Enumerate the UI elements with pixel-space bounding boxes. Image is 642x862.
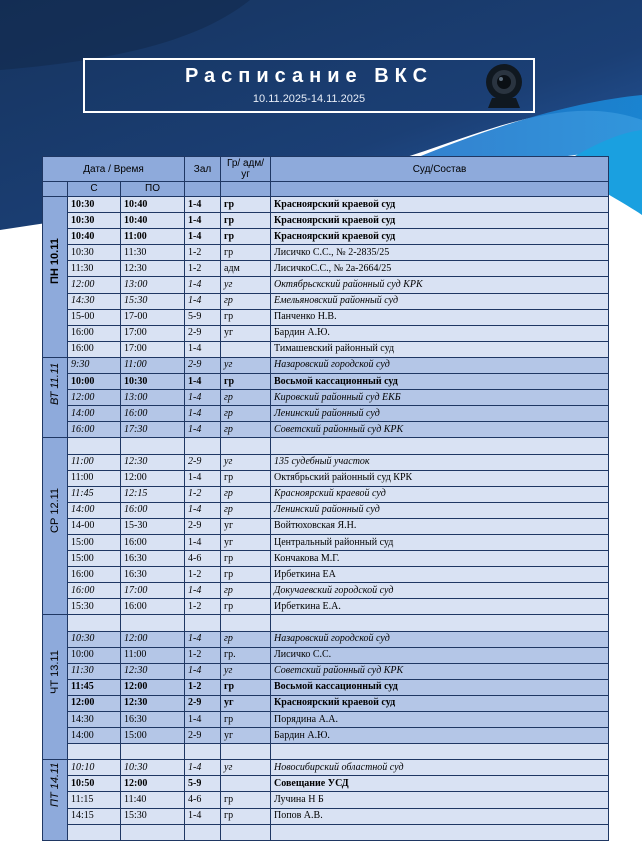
court-name (271, 824, 609, 840)
hall: 2-9 (185, 695, 221, 711)
time-from: 14:00 (68, 728, 121, 744)
court-name: Центральный районный суд (271, 534, 609, 550)
hall: 4-6 (185, 551, 221, 567)
time-from: 15:00 (68, 534, 121, 550)
time-to: 16:30 (121, 712, 185, 728)
time-to (121, 744, 185, 760)
time-from: 10:00 (68, 374, 121, 390)
day-label-text: ПН 10.11 (49, 238, 61, 284)
time-from: 15-00 (68, 309, 121, 325)
case-type: гр (221, 229, 271, 245)
subheader-blank (185, 182, 221, 197)
court-name (271, 438, 609, 454)
time-to: 10:40 (121, 197, 185, 213)
table-row (43, 631, 609, 647)
court-name: Красноярский краевой суд (271, 486, 609, 502)
time-to: 17:00 (121, 583, 185, 599)
table-row (43, 486, 609, 502)
hall: 1-4 (185, 229, 221, 245)
case-type: уг (221, 695, 271, 711)
time-to: 12:30 (121, 695, 185, 711)
table-row (43, 325, 609, 341)
hall: 5-9 (185, 309, 221, 325)
table-row (43, 406, 609, 422)
subheader-blank (221, 182, 271, 197)
table-row (43, 534, 609, 550)
time-to: 17:00 (121, 325, 185, 341)
time-from: 10:10 (68, 760, 121, 776)
table-row (43, 695, 609, 711)
time-from: 14-00 (68, 518, 121, 534)
table-row (43, 213, 609, 229)
hall (185, 744, 221, 760)
court-name: Красноярский краевой суд (271, 229, 609, 245)
time-from: 9:30 (68, 357, 121, 373)
court-name: Новосибирский областной суд (271, 760, 609, 776)
court-name: 135 судебный участок (271, 454, 609, 470)
col-to-header: ПО (121, 182, 185, 197)
time-to: 11:00 (121, 357, 185, 373)
time-from: 14:30 (68, 293, 121, 309)
case-type: уг (221, 760, 271, 776)
table-row (43, 663, 609, 679)
court-name: Красноярский краевой суд (271, 197, 609, 213)
case-type: адм (221, 261, 271, 277)
col-from-header: С (68, 182, 121, 197)
day-label (43, 615, 68, 760)
time-to: 17:00 (121, 341, 185, 357)
hall: 1-4 (185, 341, 221, 357)
hall: 1-4 (185, 583, 221, 599)
court-name: Ирбеткина ЕА (271, 567, 609, 583)
table-row (43, 454, 609, 470)
hall: 1-4 (185, 470, 221, 486)
case-type: гр (221, 679, 271, 695)
day-label-text: ЧТ 13.11 (49, 650, 61, 695)
time-from: 10:30 (68, 213, 121, 229)
time-from: 10:30 (68, 197, 121, 213)
table-row (43, 470, 609, 486)
hall: 1-4 (185, 197, 221, 213)
hall: 4-6 (185, 792, 221, 808)
table-row (43, 245, 609, 261)
time-from: 11:45 (68, 486, 121, 502)
hall: 1-4 (185, 374, 221, 390)
hall (185, 438, 221, 454)
time-from: 16:00 (68, 325, 121, 341)
title-box (83, 58, 535, 113)
case-type: уг (221, 325, 271, 341)
time-to: 12:00 (121, 470, 185, 486)
day-label-text: ПТ 14.11 (49, 762, 61, 808)
court-name: Назаровский городской суд (271, 357, 609, 373)
hall: 1-4 (185, 502, 221, 518)
hall: 1-4 (185, 534, 221, 550)
time-from: 12:00 (68, 277, 121, 293)
time-from: 11:30 (68, 261, 121, 277)
court-name: Бардин А.Ю. (271, 325, 609, 341)
time-to: 11:00 (121, 229, 185, 245)
hall: 2-9 (185, 728, 221, 744)
time-to: 11:30 (121, 245, 185, 261)
time-to: 13:00 (121, 277, 185, 293)
time-to: 12:30 (121, 663, 185, 679)
time-from: 14:00 (68, 406, 121, 422)
time-to: 12:30 (121, 454, 185, 470)
time-from: 16:00 (68, 583, 121, 599)
court-name: Панченко Н.В. (271, 309, 609, 325)
court-name: Лучина Н Б (271, 792, 609, 808)
col-group-header: Гр/ адм/уг (221, 157, 271, 182)
court-name: Назаровский городской суд (271, 631, 609, 647)
court-name: Докучаевский городской суд (271, 583, 609, 599)
table-row (43, 679, 609, 695)
time-to: 12:00 (121, 631, 185, 647)
court-name: Попов А.В. (271, 808, 609, 824)
time-to: 16:30 (121, 567, 185, 583)
court-name: ЛисичкоС.С., № 2а-2664/25 (271, 261, 609, 277)
hall: 1-4 (185, 663, 221, 679)
case-type (221, 341, 271, 357)
case-type: гр (221, 422, 271, 438)
case-type: гр (221, 470, 271, 486)
court-name (271, 744, 609, 760)
table-row (43, 438, 609, 454)
court-name: Ленинский районный суд (271, 406, 609, 422)
case-type: гр (221, 808, 271, 824)
case-type (221, 744, 271, 760)
time-to: 11:40 (121, 792, 185, 808)
case-type: гр (221, 390, 271, 406)
table-row (43, 197, 609, 213)
court-name: Кончакова М.Г. (271, 551, 609, 567)
table-subheader-row (43, 182, 609, 197)
subheader-blank (43, 182, 68, 197)
col-court-header: Суд/Состав (271, 157, 609, 182)
col-datetime-header: Дата / Время (43, 157, 185, 182)
time-to: 15:00 (121, 728, 185, 744)
court-name: Кировский районный суд ЕКБ (271, 390, 609, 406)
court-name: Советский районный суд КРК (271, 422, 609, 438)
time-to: 15:30 (121, 808, 185, 824)
time-from: 10:00 (68, 647, 121, 663)
hall: 1-4 (185, 390, 221, 406)
hall: 1-2 (185, 261, 221, 277)
case-type (221, 438, 271, 454)
time-to (121, 615, 185, 631)
case-type: гр (221, 293, 271, 309)
hall: 1-2 (185, 647, 221, 663)
case-type: гр (221, 309, 271, 325)
table-row (43, 309, 609, 325)
court-name: Ирбеткина Е.А. (271, 599, 609, 615)
time-from (68, 744, 121, 760)
schedule-body (43, 197, 609, 841)
case-type (221, 824, 271, 840)
hall (185, 615, 221, 631)
subheader-blank (271, 182, 609, 197)
table-row (43, 229, 609, 245)
time-from: 14:15 (68, 808, 121, 824)
table-row (43, 583, 609, 599)
court-name: Совещание УСД (271, 776, 609, 792)
hall: 1-4 (185, 631, 221, 647)
hall: 1-2 (185, 679, 221, 695)
day-label (43, 438, 68, 615)
time-to: 10:40 (121, 213, 185, 229)
table-row (43, 647, 609, 663)
time-to: 17:30 (121, 422, 185, 438)
time-from (68, 615, 121, 631)
time-to: 10:30 (121, 760, 185, 776)
table-row (43, 599, 609, 615)
hall: 1-2 (185, 245, 221, 261)
case-type: гр (221, 245, 271, 261)
hall (185, 824, 221, 840)
court-name (271, 615, 609, 631)
time-to: 11:00 (121, 647, 185, 663)
court-name: Советский районный суд КРК (271, 663, 609, 679)
court-name: Бардин А.Ю. (271, 728, 609, 744)
time-from: 14:00 (68, 502, 121, 518)
table-row (43, 277, 609, 293)
time-from: 10:40 (68, 229, 121, 245)
hall: 1-2 (185, 567, 221, 583)
date-range: 10.11.2025-14.11.2025 (252, 93, 366, 105)
case-type: гр (221, 599, 271, 615)
case-type: гр (221, 374, 271, 390)
table-row (43, 792, 609, 808)
case-type: гр (221, 583, 271, 599)
time-to: 13:00 (121, 390, 185, 406)
table-header-row (43, 157, 609, 182)
case-type: гр (221, 551, 271, 567)
time-from: 11:30 (68, 663, 121, 679)
table-row (43, 261, 609, 277)
court-name: Октябрьскский районный суд КРК (271, 277, 609, 293)
court-name: Красноярский краевой суд (271, 695, 609, 711)
time-to: 15:30 (121, 293, 185, 309)
table-row (43, 422, 609, 438)
court-name: Порядина А.А. (271, 712, 609, 728)
table-row (43, 615, 609, 631)
time-to: 12:00 (121, 679, 185, 695)
case-type: гр (221, 712, 271, 728)
time-from: 10:50 (68, 776, 121, 792)
hall: 2-9 (185, 454, 221, 470)
hall: 1-4 (185, 213, 221, 229)
court-name: Восьмой кассационный суд (271, 679, 609, 695)
court-name: Ленинский районный суд (271, 502, 609, 518)
case-type: уг (221, 454, 271, 470)
time-from: 14:30 (68, 712, 121, 728)
case-type: гр (221, 197, 271, 213)
table-row (43, 518, 609, 534)
time-to: 15-30 (121, 518, 185, 534)
hall: 1-4 (185, 277, 221, 293)
court-name: Лисичко С.С. (271, 647, 609, 663)
court-name: Тимашевский районный суд (271, 341, 609, 357)
day-label-text: ВТ 11.11 (49, 362, 61, 405)
case-type: гр (221, 631, 271, 647)
time-to (121, 438, 185, 454)
time-from: 12:00 (68, 695, 121, 711)
day-label (43, 197, 68, 358)
time-from (68, 824, 121, 840)
day-label (43, 357, 68, 437)
case-type: гр. (221, 647, 271, 663)
court-name: Емельяновский районный суд (271, 293, 609, 309)
time-from: 11:45 (68, 679, 121, 695)
schedule-table (42, 156, 609, 841)
table-row (43, 293, 609, 309)
hall: 1-4 (185, 422, 221, 438)
time-to: 17-00 (121, 309, 185, 325)
webcam-icon (478, 60, 530, 112)
court-name: Войтюховская Я.Н. (271, 518, 609, 534)
table-row (43, 760, 609, 776)
hall: 2-9 (185, 518, 221, 534)
case-type: гр (221, 502, 271, 518)
time-from: 11:00 (68, 470, 121, 486)
time-from: 10:30 (68, 631, 121, 647)
case-type: гр (221, 486, 271, 502)
court-name: Красноярский краевой суд (271, 213, 609, 229)
day-label-text: СР 12.11 (49, 488, 61, 534)
case-type: уг (221, 728, 271, 744)
day-label (43, 760, 68, 840)
hall: 1-4 (185, 406, 221, 422)
time-from: 10:30 (68, 245, 121, 261)
court-name: Восьмой кассационный суд (271, 374, 609, 390)
case-type: гр (221, 792, 271, 808)
case-type: гр (221, 406, 271, 422)
table-row (43, 341, 609, 357)
hall: 2-9 (185, 325, 221, 341)
case-type: гр (221, 213, 271, 229)
time-to: 16:00 (121, 599, 185, 615)
time-from: 16:00 (68, 567, 121, 583)
hall: 1-4 (185, 293, 221, 309)
court-name: Лисичко С.С., № 2-2835/25 (271, 245, 609, 261)
hall: 1-4 (185, 808, 221, 824)
hall: 1-2 (185, 486, 221, 502)
table-row (43, 357, 609, 373)
time-from (68, 438, 121, 454)
time-from: 12:00 (68, 390, 121, 406)
time-to: 16:00 (121, 406, 185, 422)
col-hall-header: Зал (185, 157, 221, 182)
time-from: 15:30 (68, 599, 121, 615)
hall: 1-4 (185, 712, 221, 728)
time-from: 11:15 (68, 792, 121, 808)
time-to: 10:30 (121, 374, 185, 390)
case-type (221, 615, 271, 631)
time-to: 16:30 (121, 551, 185, 567)
case-type: уг (221, 357, 271, 373)
time-from: 16:00 (68, 422, 121, 438)
case-type: уг (221, 518, 271, 534)
table-row (43, 744, 609, 760)
table-row (43, 728, 609, 744)
time-to: 16:00 (121, 534, 185, 550)
time-from: 16:00 (68, 341, 121, 357)
time-to: 12:15 (121, 486, 185, 502)
table-row (43, 567, 609, 583)
time-to: 12:00 (121, 776, 185, 792)
case-type: уг (221, 663, 271, 679)
time-to: 12:30 (121, 261, 185, 277)
hall: 2-9 (185, 357, 221, 373)
table-row (43, 776, 609, 792)
table-row (43, 712, 609, 728)
case-type: гр (221, 567, 271, 583)
time-to: 16:00 (121, 502, 185, 518)
table-row (43, 824, 609, 840)
table-row (43, 502, 609, 518)
time-from: 11:00 (68, 454, 121, 470)
court-name: Октябрьский районный суд КРК (271, 470, 609, 486)
case-type (221, 776, 271, 792)
hall: 1-4 (185, 760, 221, 776)
case-type: уг (221, 534, 271, 550)
time-to (121, 824, 185, 840)
table-row (43, 551, 609, 567)
hall: 5-9 (185, 776, 221, 792)
table-row (43, 374, 609, 390)
table-row (43, 808, 609, 824)
table-row (43, 390, 609, 406)
hall: 1-2 (185, 599, 221, 615)
page-title: Расписание ВКС (184, 65, 434, 87)
case-type: уг (221, 277, 271, 293)
time-from: 15:00 (68, 551, 121, 567)
